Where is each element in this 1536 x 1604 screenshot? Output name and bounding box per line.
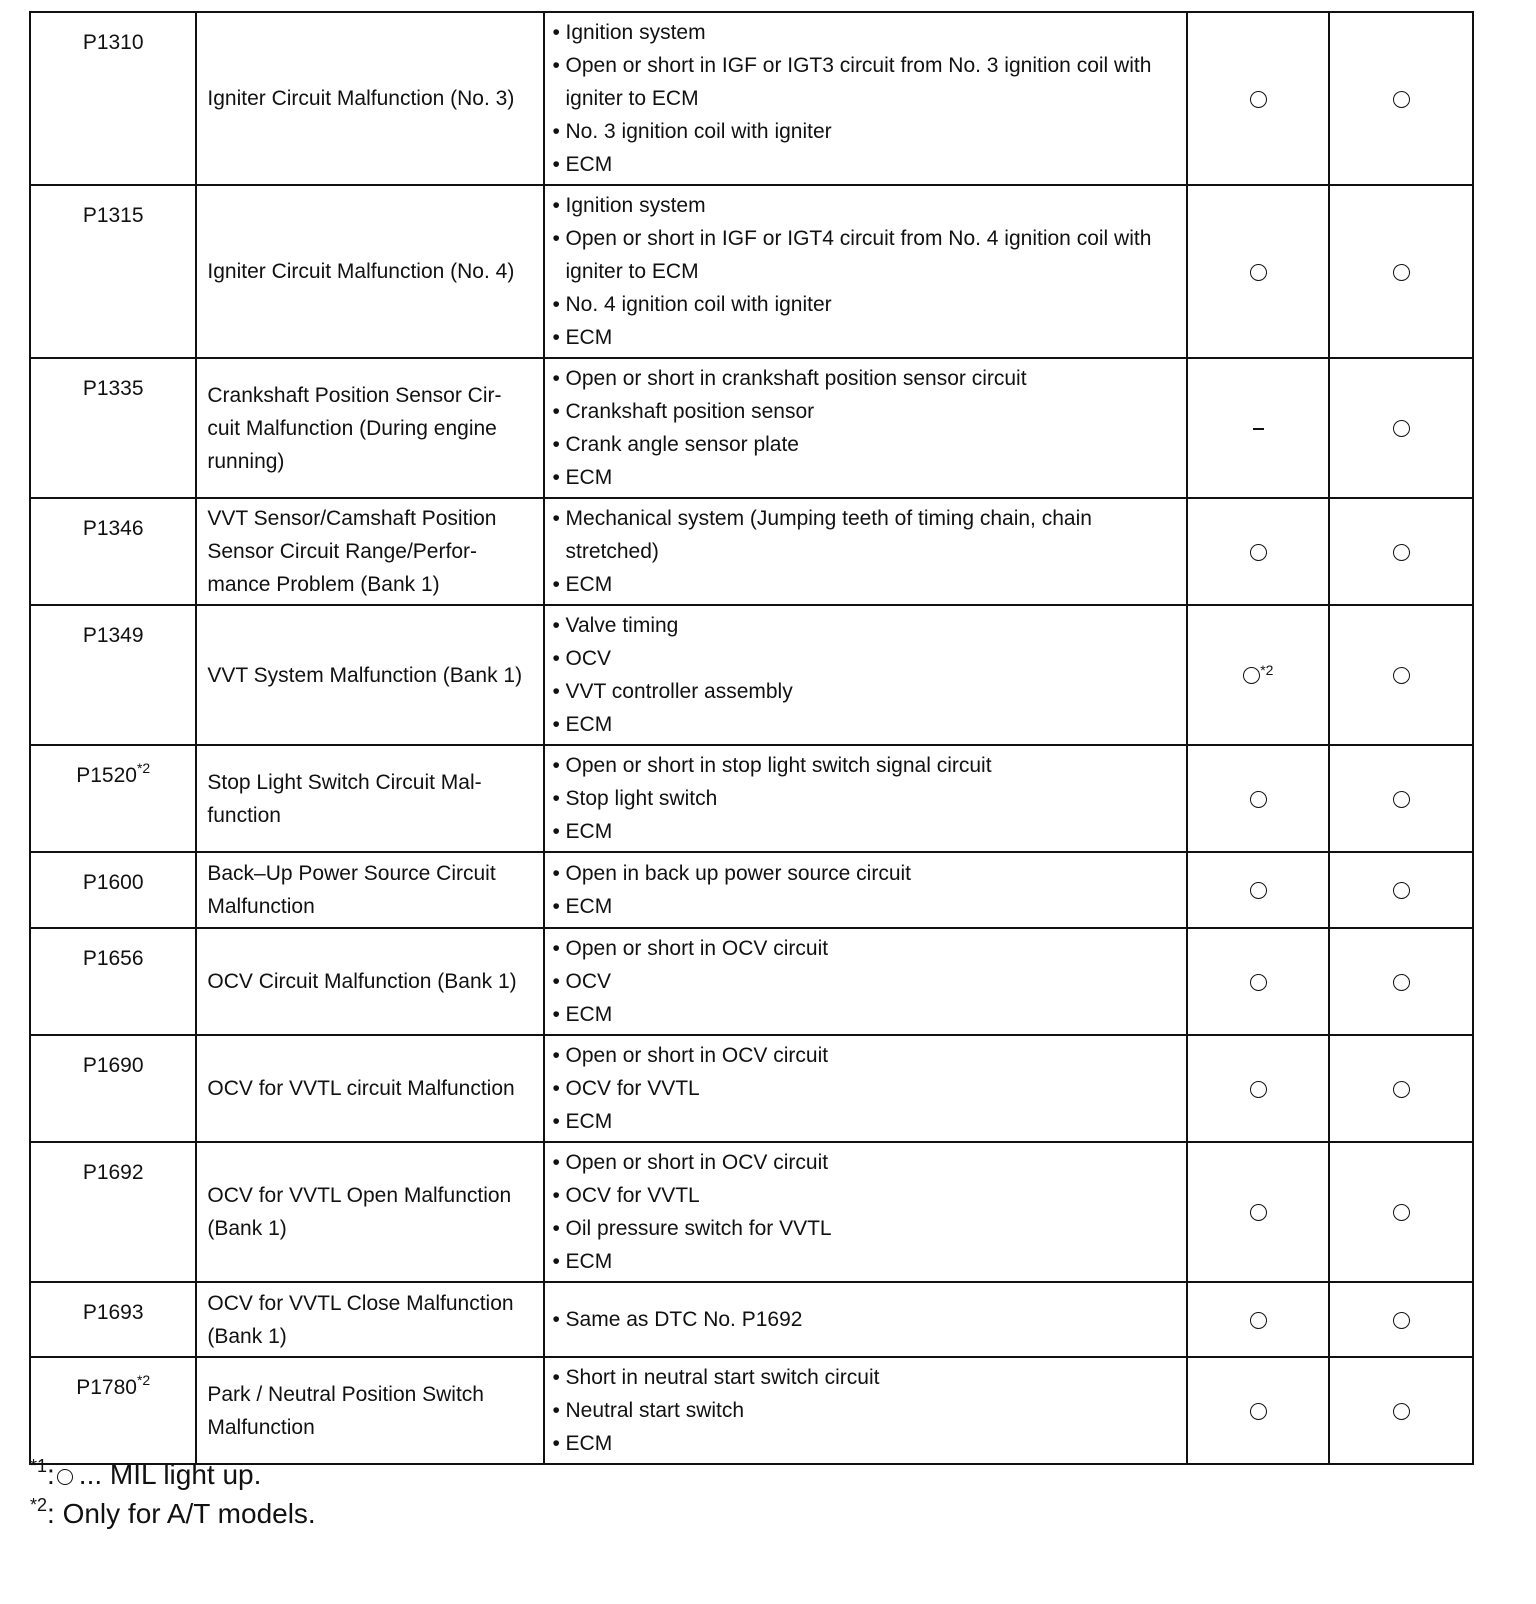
detection-item: OCV for VVTL Open Malfunction (Bank 1): [196, 1142, 543, 1282]
trouble-area-list: [553, 1303, 1181, 1336]
memory-cell: [1329, 358, 1473, 498]
trouble-area-item: • Oil pressure switch for VVTL: [553, 1212, 1181, 1245]
trouble-area-item: • Ignition system: [553, 189, 1181, 222]
memory-cell: [1329, 745, 1473, 852]
table-row: [30, 1357, 1473, 1464]
trouble-area-item: • Neutral start switch: [553, 1394, 1181, 1427]
table-row: [30, 498, 1473, 605]
circle-icon: [1393, 91, 1410, 108]
dtc-code: P1693: [82, 1301, 144, 1324]
trouble-area-item: • Same as DTC No. P1692: [553, 1303, 1181, 1336]
mil-cell: [1187, 1142, 1329, 1282]
trouble-area-item: • ECM: [553, 568, 1181, 601]
trouble-area-item: • ECM: [553, 1245, 1181, 1278]
memory-cell: [1329, 1142, 1473, 1282]
detection-item: OCV Circuit Malfunction (Bank 1): [196, 928, 543, 1035]
circle-icon: [1250, 791, 1267, 808]
trouble-area-list: [553, 1039, 1181, 1138]
detection-item: OCV for VVTL Close Malfunction (Bank 1): [196, 1282, 543, 1357]
circle-icon: [1393, 544, 1410, 561]
dtc-table-body: [30, 12, 1473, 1464]
detection-item: Stop Light Switch Circuit Mal- function: [196, 745, 543, 852]
trouble-area-item: • Open or short in OCV circuit: [553, 932, 1181, 965]
circle-icon: [1393, 974, 1410, 991]
memory-cell: [1329, 12, 1473, 185]
mil-cell: [1187, 1282, 1329, 1357]
trouble-area-item: • Crankshaft position sensor: [553, 395, 1181, 428]
trouble-area-list: [553, 609, 1181, 741]
trouble-area-cell: [544, 1035, 1188, 1142]
circle-icon: [1393, 1403, 1410, 1420]
trouble-area-item: • Open or short in OCV circuit: [553, 1039, 1181, 1072]
table-row: [30, 1142, 1473, 1282]
mil-cell: [1187, 1357, 1329, 1464]
dtc-code-cell: [30, 745, 196, 852]
dtc-code: P1656: [82, 947, 144, 970]
memory-cell: [1329, 605, 1473, 745]
footnote-1-text: ... MIL light up.: [78, 1459, 262, 1490]
detection-item: OCV for VVTL circuit Malfunction: [196, 1035, 543, 1142]
trouble-area-item: • ECM: [553, 815, 1181, 848]
circle-icon: [57, 1469, 73, 1485]
trouble-area-item: • Mechanical system (Jumping teeth of timing chain, chain stretched): [553, 502, 1181, 568]
trouble-area-cell: [544, 185, 1188, 358]
trouble-area-item: • Crank angle sensor plate: [553, 428, 1181, 461]
table-row: [30, 745, 1473, 852]
dtc-code: P1780: [76, 1376, 137, 1399]
footnote-2-marker: *2: [30, 1495, 48, 1515]
dtc-code-cell: [30, 605, 196, 745]
trouble-area-cell: [544, 928, 1188, 1035]
trouble-area-list: [553, 16, 1181, 181]
trouble-area-item: • Open or short in crankshaft position sensor circuit: [553, 362, 1181, 395]
dtc-code: P1315: [82, 204, 144, 227]
trouble-area-item: • ECM: [553, 461, 1181, 494]
trouble-area-cell: [544, 498, 1188, 605]
dtc-code: P1692: [82, 1161, 144, 1184]
trouble-area-cell: [544, 852, 1188, 928]
dtc-code: P1310: [82, 31, 144, 54]
trouble-area-item: • Open in back up power source circuit: [553, 857, 1181, 890]
circle-icon: [1250, 91, 1267, 108]
mil-cell: [1187, 358, 1329, 498]
footnote-2: $^{*2}$: Only for A/T models.: [30, 1495, 316, 1529]
memory-cell: [1329, 1035, 1473, 1142]
circle-icon: [1243, 667, 1260, 684]
dash-icon: [1253, 428, 1264, 431]
dtc-code: P1600: [82, 871, 144, 894]
detection-item: Back–Up Power Source Circuit Malfunction: [196, 852, 543, 928]
table-row: [30, 605, 1473, 745]
trouble-area-item: • ECM: [553, 148, 1181, 181]
dtc-code-cell: [30, 185, 196, 358]
dtc-code-cell: [30, 1282, 196, 1357]
mil-cell: [1187, 928, 1329, 1035]
table-row: [30, 185, 1473, 358]
circle-icon: [1393, 791, 1410, 808]
dtc-code: P1520: [76, 764, 137, 787]
dtc-code: P1349: [82, 624, 144, 647]
trouble-area-item: • VVT controller assembly: [553, 675, 1181, 708]
trouble-area-item: • ECM: [553, 708, 1181, 741]
trouble-area-cell: [544, 605, 1188, 745]
trouble-area-list: [553, 362, 1181, 494]
dtc-code-cell: [30, 1035, 196, 1142]
circle-icon: [1393, 1204, 1410, 1221]
detection-item: Igniter Circuit Malfunction (No. 3): [196, 12, 543, 185]
mil-cell: [1187, 605, 1329, 745]
circle-icon: [1250, 1403, 1267, 1420]
dtc-code: P1335: [82, 377, 144, 400]
footnote-1: $^{*1}$: ... MIL light up.: [30, 1456, 262, 1490]
trouble-area-item: • ECM: [553, 1105, 1181, 1138]
circle-icon: [1250, 1081, 1267, 1098]
detection-item: VVT Sensor/Camshaft Position Sensor Circuit Range/Perfor- mance Problem (Bank 1): [196, 498, 543, 605]
memory-cell: [1329, 498, 1473, 605]
trouble-area-cell: [544, 745, 1188, 852]
memory-cell: [1329, 1357, 1473, 1464]
trouble-area-item: • Open or short in OCV circuit: [553, 1146, 1181, 1179]
trouble-area-item: • OCV for VVTL: [553, 1179, 1181, 1212]
trouble-area-item: • Ignition system: [553, 16, 1181, 49]
circle-icon: [1250, 1204, 1267, 1221]
dtc-code-cell: [30, 12, 196, 185]
circle-icon: [1393, 667, 1410, 684]
table-row: [30, 928, 1473, 1035]
dtc-code-cell: [30, 852, 196, 928]
trouble-area-item: • ECM: [553, 321, 1181, 354]
dtc-code: P1690: [82, 1054, 144, 1077]
circle-icon: [1393, 1081, 1410, 1098]
dtc-code-cell: [30, 498, 196, 605]
mil-cell: [1187, 1035, 1329, 1142]
trouble-area-cell: [544, 358, 1188, 498]
trouble-area-list: [553, 502, 1181, 601]
dtc-table: [29, 11, 1474, 1465]
mil-cell: [1187, 745, 1329, 852]
trouble-area-item: • ECM: [553, 890, 1181, 923]
circle-icon: [1393, 1312, 1410, 1329]
trouble-area-item: • Open or short in IGF or IGT4 circuit from No. 4 ignition coil with igniter to ECM: [553, 222, 1181, 288]
trouble-area-list: [553, 857, 1181, 923]
table-row: [30, 852, 1473, 928]
trouble-area-item: • OCV for VVTL: [553, 1072, 1181, 1105]
trouble-area-item: • Open or short in stop light switch signal circuit: [553, 749, 1181, 782]
trouble-area-item: • OCV: [553, 965, 1181, 998]
trouble-area-item: • No. 3 ignition coil with igniter: [553, 115, 1181, 148]
trouble-area-item: • ECM: [553, 1427, 1181, 1460]
trouble-area-item: • OCV: [553, 642, 1181, 675]
trouble-area-item: • Stop light switch: [553, 782, 1181, 815]
trouble-area-cell: [544, 12, 1188, 185]
footnote-1-marker: *1: [30, 1456, 48, 1476]
table-row: [30, 12, 1473, 185]
dtc-code-cell: [30, 1357, 196, 1464]
mil-cell: [1187, 498, 1329, 605]
dtc-code-cell: [30, 1142, 196, 1282]
trouble-area-list: [553, 1146, 1181, 1278]
trouble-area-cell: [544, 1357, 1188, 1464]
memory-cell: [1329, 1282, 1473, 1357]
detection-item: Igniter Circuit Malfunction (No. 4): [196, 185, 543, 358]
table-row: [30, 1035, 1473, 1142]
circle-icon: [1250, 264, 1267, 281]
trouble-area-item: • ECM: [553, 998, 1181, 1031]
mil-cell: [1187, 852, 1329, 928]
dtc-code: P1346: [82, 517, 144, 540]
mil-cell: [1187, 185, 1329, 358]
circle-icon: [1250, 882, 1267, 899]
mil-footnote: *2: [1260, 661, 1274, 678]
circle-icon: [1393, 420, 1410, 437]
trouble-area-item: • Valve timing: [553, 609, 1181, 642]
footnote-2-text: Only for A/T models.: [62, 1498, 316, 1529]
dtc-code-cell: [30, 358, 196, 498]
circle-icon: [1250, 544, 1267, 561]
circle-icon: [1393, 882, 1410, 899]
detection-item: VVT System Malfunction (Bank 1): [196, 605, 543, 745]
memory-cell: [1329, 928, 1473, 1035]
dtc-code-footnote: *2: [136, 1372, 151, 1388]
circle-icon: [1250, 1312, 1267, 1329]
trouble-area-list: [553, 749, 1181, 848]
memory-cell: [1329, 185, 1473, 358]
table-row: [30, 1282, 1473, 1357]
trouble-area-cell: [544, 1142, 1188, 1282]
circle-icon: [1393, 264, 1410, 281]
detection-item: Park / Neutral Position Switch Malfunction: [196, 1357, 543, 1464]
trouble-area-list: [553, 932, 1181, 1031]
trouble-area-item: • No. 4 ignition coil with igniter: [553, 288, 1181, 321]
dtc-code-footnote: *2: [136, 760, 151, 776]
trouble-area-cell: [544, 1282, 1188, 1357]
circle-icon: [1250, 974, 1267, 991]
memory-cell: [1329, 852, 1473, 928]
mil-cell: [1187, 12, 1329, 185]
detection-item: Crankshaft Position Sensor Cir- cuit Malfunction (During engine running): [196, 358, 543, 498]
trouble-area-list: [553, 189, 1181, 354]
trouble-area-list: [553, 1361, 1181, 1460]
dtc-code-cell: [30, 928, 196, 1035]
trouble-area-item: • Open or short in IGF or IGT3 circuit from No. 3 ignition coil with igniter to ECM: [553, 49, 1181, 115]
table-row: [30, 358, 1473, 498]
trouble-area-item: • Short in neutral start switch circuit: [553, 1361, 1181, 1394]
